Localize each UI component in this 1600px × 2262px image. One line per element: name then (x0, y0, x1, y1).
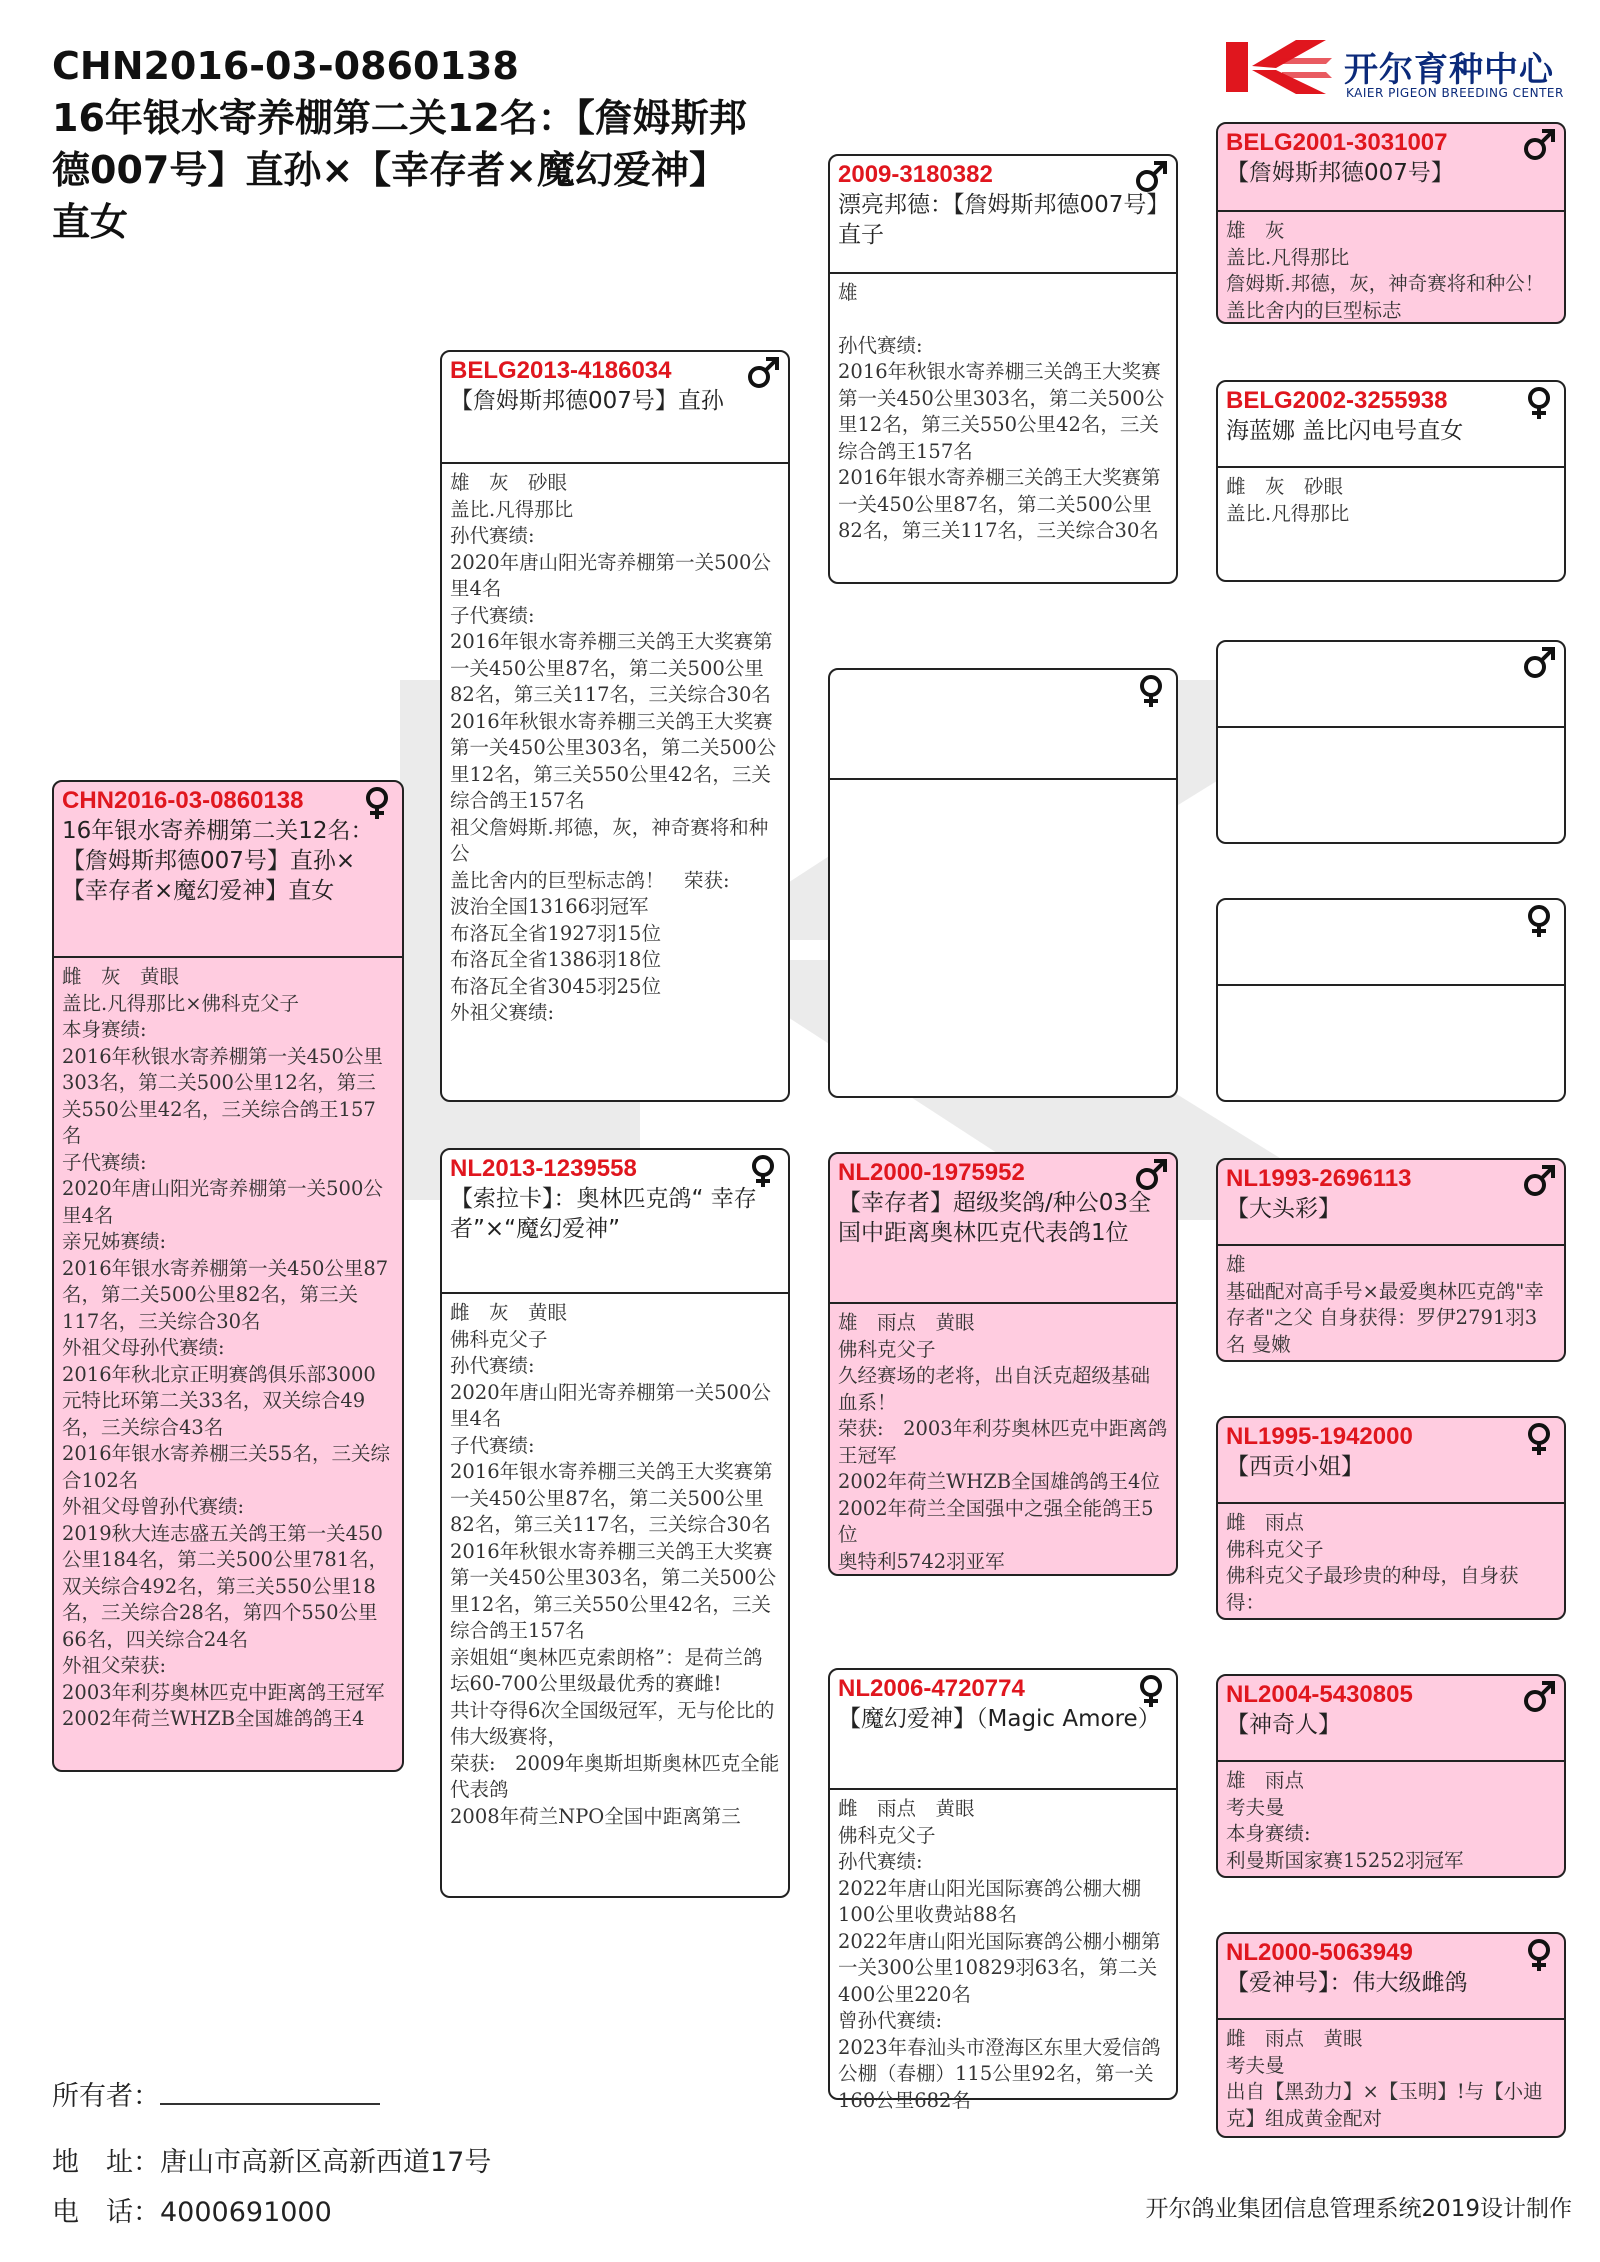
dam-card-header (442, 1150, 788, 1294)
female-icon (1522, 386, 1556, 420)
dam-card[interactable] (440, 1148, 790, 1898)
address-value: 唐山市高新区高新西道17号 (160, 2147, 492, 2178)
owner-blank-line (160, 2081, 380, 2105)
detail-line: 2022年唐山阳光国际赛鸽公棚大棚100公里收费站88名 (838, 1876, 1142, 1926)
subject-details (54, 958, 402, 1776)
dam-dam-name: 【魔幻爱神】（Magic Amore） (838, 1706, 1161, 1732)
g3-ring: NL2004-5430805 (1226, 1681, 1413, 1708)
detail-line: 2023年春汕头市澄海区东里大爱信鸽公棚（春棚）115公里92名，第一关160公里682名 (838, 2035, 1161, 2112)
detail-line: 2016年秋银水寄养棚三关鸽王大奖赛第一关450公里303名，第二关500公里12名，第三关550公里42名，三关综合鸽王157名 (450, 709, 777, 812)
subject-card-header (54, 782, 402, 958)
g3-name: 【爱神号】：伟大级雌鸽 (1226, 1970, 1468, 1996)
detail-line: 孙代赛绩: (450, 524, 535, 547)
sire-dam-card[interactable] (828, 668, 1178, 1098)
detail-line: 2002年荷兰全国强中之强全能鸽王5位 (838, 1496, 1154, 1546)
sire-card[interactable] (440, 350, 790, 1102)
subject-card[interactable] (52, 780, 404, 1772)
detail-line: 2016年秋银水寄养棚第一关450公里303名，第二关500公里12名，第三关550公里42名，三关综合鸽王157名 (62, 1044, 383, 1147)
g3-card-header (1218, 1160, 1564, 1246)
detail-line: 雄 雨点 (1226, 1769, 1305, 1792)
dam-dam-ring: NL2006-4720774 (838, 1675, 1025, 1702)
sire-sire-card[interactable] (828, 154, 1178, 584)
detail-line: 子代赛绩: (450, 603, 535, 627)
dam-sire-card-header (830, 1154, 1176, 1304)
detail-line: 外祖父母曾孙代赛绩: (62, 1495, 245, 1518)
detail-line: 外祖父荣获: (62, 1654, 167, 1677)
male-icon (1522, 128, 1556, 162)
detail-line: 雄 (838, 281, 858, 304)
detail-line: 2016年银水寄养棚三关鸽王大奖赛第一关450公里87名，第二关500公里82名，第三关117名，三关综合30名 (838, 466, 1161, 542)
detail-line: 2020年唐山阳光寄养棚第一关500公里4名 (62, 1177, 383, 1227)
pedigree-title (52, 40, 752, 248)
g3-card-header (1218, 124, 1564, 212)
male-icon (1522, 1164, 1556, 1198)
detail-line: 2016年秋北京正明赛鸽俱乐部3000元特比环第二关33名，双关综合49名，三关综合43名 (62, 1362, 376, 1439)
detail-line: 布洛瓦全省1927羽15位 (450, 921, 661, 945)
detail-line: 雌 雨点 (1226, 1511, 1305, 1534)
detail-line: 詹姆斯.邦德，灰，神奇赛将和种公！盖比舍内的巨型标志 (1226, 272, 1545, 322)
detail-line: 2016年银水寄养棚三关55名，三关综合102名 (62, 1442, 390, 1492)
g3-ring: NL2000-5063949 (1226, 1939, 1413, 1966)
female-icon (746, 1154, 780, 1188)
female-icon (1522, 1422, 1556, 1456)
detail-line: 外祖父母孙代赛绩: (62, 1336, 225, 1359)
g3-details (1218, 2020, 1564, 2140)
g3-details (1218, 1246, 1564, 1364)
dam-sire-ring: NL2000-1975952 (838, 1159, 1025, 1186)
sire-name: 【詹姆斯邦德007号】直孙 (450, 388, 724, 414)
sire-sire-details (830, 274, 1176, 584)
detail-line: 祖父詹姆斯.邦德，灰，神奇赛将和种公 (450, 815, 769, 865)
system-credit: 开尔鸽业集团信息管理系统2019设计制作 (1145, 2196, 1572, 2222)
g3-details (1218, 1762, 1564, 1880)
detail-line: 布洛瓦全省1386羽18位 (450, 948, 661, 971)
sire-sire-card-header (830, 156, 1176, 274)
subject-name: 16年银水寄养棚第二关12名：【詹姆斯邦德007号】直孙×【幸存者×魔幻爱神】直女 (62, 818, 374, 904)
detail-line: 亲姐姐“奥林匹克索朗格”：是荷兰鸽坛60-700公里级最优秀的赛雌! (450, 1645, 763, 1695)
detail-line: 孙代赛绩: (450, 1354, 535, 1377)
sire-details (442, 464, 788, 1104)
female-icon (1522, 904, 1556, 938)
detail-line: 2016年秋银水寄养棚三关鸽王大奖赛第一关450公里303名，第二关500公里12名，第三关550公里42名，三关综合鸽王157名 (838, 360, 1165, 463)
detail-line: 2019秋大连志盛五关鸽王第一关450公里184名，第二关500公里781名，双关综合492名，第三关550公里18名，三关综合28名，第四个550公里66名，四关综合24名 (62, 1521, 389, 1651)
female-icon (360, 786, 394, 820)
detail-line: 考夫曼 (1226, 2053, 1285, 2077)
dam-dam-details (830, 1790, 1176, 2112)
detail-line: 2016年银水寄养棚三关鸽王大奖赛第一关450公里87名，第二关500公里82名，第三关117名，三关综合30名 (450, 630, 773, 706)
g3-name: 【西贡小姐】 (1226, 1454, 1364, 1480)
g3-card-4[interactable] (1216, 898, 1566, 1102)
g3-ring: BELG2001-3031007 (1226, 129, 1448, 156)
detail-line: 利曼斯国家赛15252羽冠军 (1226, 1848, 1464, 1872)
detail-line: 出自【黑劲力】×【玉明】!与【小迪克】组成黄金配对 (1226, 2080, 1543, 2130)
detail-line: 共计夺得6次全国级冠军，无与伦比的伟大级赛将， (450, 1698, 775, 1748)
sire-ring: BELG2013-4186034 (450, 357, 672, 384)
subject-ring: CHN2016-03-0860138 (62, 787, 304, 814)
detail-line: 盖比.凡得那比 (1226, 245, 1350, 269)
g3-name: 【神奇人】 (1226, 1712, 1341, 1738)
g3-details (1218, 986, 1564, 998)
g3-card-header (1218, 382, 1564, 468)
dam-name: 【索拉卡】：奥林匹克鸽“ 幸存者”×“魔幻爱神” (450, 1186, 757, 1242)
title-ring-number: CHN2016-03-0860138 (52, 44, 519, 88)
dam-sire-name: 【幸存者】超级奖鸽/种公03全国中距离奥林匹克代表鸽1位 (838, 1190, 1152, 1246)
g3-ring: NL1995-1942000 (1226, 1423, 1413, 1450)
phone-label: 电 话： (52, 2197, 160, 2228)
g3-details (1218, 468, 1564, 584)
owner-row (52, 2074, 380, 2113)
address-row (52, 2140, 491, 2179)
logo-en-text: KAIER PIGEON BREEDING CENTER (1346, 86, 1564, 100)
female-icon (1134, 1674, 1168, 1708)
g3-card-8[interactable] (1216, 1932, 1566, 2138)
detail-line: 雌 灰 砂眼 (1226, 475, 1344, 498)
detail-line: 佛科克父子 (838, 1337, 936, 1361)
detail-line: 荣获: 2009年奥斯坦斯奥林匹克全能代表鸽 (450, 1751, 780, 1801)
detail-line: 子代赛绩: (62, 1150, 147, 1174)
g3-details (1218, 212, 1564, 328)
detail-line: 雄 (1226, 1253, 1246, 1276)
sire-sire-ring: 2009-3180382 (838, 161, 993, 188)
detail-line: 雄 灰 (1226, 219, 1285, 242)
sire-dam-details (830, 780, 1176, 792)
kaier-logo-mark-icon (1226, 36, 1336, 98)
sire-dam-card-header (830, 670, 1176, 780)
detail-line: 雌 灰 黄眼 (62, 965, 180, 988)
detail-line: 2003年利芬奥林匹克中距离鸽王冠军 (62, 1680, 385, 1704)
g3-name: 【大头彩】 (1226, 1196, 1341, 1222)
detail-line: 本身赛绩: (1226, 1822, 1311, 1845)
detail-line: 佛科克父子 (1226, 1537, 1324, 1561)
female-icon (1522, 1938, 1556, 1972)
g3-details (1218, 728, 1564, 740)
detail-line: 子代赛绩: (450, 1433, 535, 1457)
g3-ring: BELG2002-3255938 (1226, 387, 1448, 414)
detail-line: 盖比.凡得那比×佛科克父子 (62, 991, 300, 1015)
detail-line: 盖比舍内的巨型标志鸽！ 荣获: (450, 868, 730, 892)
g3-card-1[interactable] (1216, 122, 1566, 324)
detail-line: 2020年唐山阳光寄养棚第一关500公里4名 (450, 1380, 771, 1430)
detail-line: 雄 灰 砂眼 (450, 471, 568, 494)
g3-card-header (1218, 1418, 1564, 1504)
detail-line (838, 307, 1168, 333)
male-icon (1522, 646, 1556, 680)
detail-line: 2008年荷兰NPO全国中距离第三 (450, 1804, 741, 1828)
detail-line: 佛科克父子 (838, 1823, 936, 1847)
g3-name: 海蓝娜 盖比闪电号直女 (1226, 418, 1464, 444)
logo-cn-text: 开尔育种中心 (1344, 50, 1554, 90)
detail-line: 雌 雨点 黄眼 (838, 1797, 975, 1820)
phone-row (52, 2190, 332, 2229)
sire-card-header (442, 352, 788, 464)
detail-line: 佛科克父子最珍贵的种母，自身获得： (1226, 1564, 1519, 1614)
detail-line: 曾孙代赛绩: (838, 2009, 943, 2032)
dam-sire-card[interactable] (828, 1152, 1178, 1576)
detail-line: 奥特利5742羽亚军 (838, 1549, 1005, 1573)
g3-card-header (1218, 1676, 1564, 1762)
kaier-logo (1226, 36, 1576, 102)
dam-sire-details (830, 1304, 1176, 1574)
address-label: 地 址： (52, 2147, 160, 2178)
g3-card-3[interactable] (1216, 640, 1566, 844)
detail-line: 2016年银水寄养棚三关鸽王大奖赛第一关450公里87名，第二关500公里82名，第三关117名，三关综合30名 (450, 1460, 773, 1536)
detail-line: 久经赛场的老将，出自沃克超级基础血系！ (838, 1364, 1151, 1414)
detail-line: 2002年荷兰WHZB全国雄鸽鸽王4 (62, 1707, 365, 1730)
title-description: 16年银水寄养棚第二关12名：【詹姆斯邦德007号】直孙×【幸存者×魔幻爱神】直女 (52, 96, 747, 244)
detail-line: 雌 雨点 黄眼 (1226, 2027, 1363, 2050)
g3-card-header (1218, 900, 1564, 986)
detail-line: 雌 灰 黄眼 (450, 1301, 568, 1324)
detail-line: 本身赛绩: (62, 1018, 147, 1041)
detail-line: 2016年银水寄养棚第一关450公里87名，第二关500公里82名，第三关117名，三关综合30名 (62, 1256, 389, 1333)
detail-line: 外祖父赛绩: (450, 1001, 555, 1024)
male-icon (1522, 1680, 1556, 1714)
g3-card-5[interactable] (1216, 1158, 1566, 1362)
g3-card-7[interactable] (1216, 1674, 1566, 1878)
detail-line: 佛科克父子 (450, 1327, 548, 1351)
detail-line: 盖比.凡得那比 (450, 497, 574, 521)
detail-line: 波治全国13166羽冠军 (450, 895, 649, 918)
detail-line: 布洛瓦全省3045羽25位 (450, 974, 661, 998)
detail-line: 亲兄姊赛绩: (62, 1230, 167, 1253)
detail-line: 2016年秋银水寄养棚三关鸽王大奖赛第一关450公里303名，第二关500公里12名，第三关550公里42名，三关综合鸽王157名 (450, 1539, 777, 1642)
g3-card-2[interactable] (1216, 380, 1566, 582)
detail-line: 基础配对高手号×最爱奥林匹克鸽"幸存者"之父 自身获得：罗伊2791羽3名 曼嫩 (1226, 1279, 1544, 1356)
g3-card-header (1218, 642, 1564, 728)
detail-line: 2002年荷兰WHZB全国雄鸽鸽王4位 (838, 1470, 1160, 1493)
g3-card-header (1218, 1934, 1564, 2020)
detail-line: 考夫曼 (1226, 1795, 1285, 1819)
phone-value: 4000691000 (160, 2197, 332, 2228)
detail-line: 雄 雨点 黄眼 (838, 1311, 975, 1334)
detail-line: 荣获: 2003年利芬奥林匹克中距离鸽王冠军 (838, 1417, 1168, 1467)
g3-details (1218, 1504, 1564, 1622)
detail-line: 2022年唐山阳光国际赛鸽公棚小棚第一关300公里10829羽63名，第二关400公里220名 (838, 1929, 1161, 2006)
dam-ring: NL2013-1239558 (450, 1155, 637, 1182)
g3-card-6[interactable] (1216, 1416, 1566, 1620)
dam-dam-card[interactable] (828, 1668, 1178, 2112)
male-icon (1134, 160, 1168, 194)
dam-details (442, 1294, 788, 1900)
female-icon (1134, 674, 1168, 708)
detail-line: 盖比.凡得那比 (1226, 501, 1350, 525)
detail-line: 2020年唐山阳光寄养棚第一关500公里4名 (450, 550, 771, 600)
dam-dam-card-header (830, 1670, 1176, 1790)
g3-ring: NL1993-2696113 (1226, 1165, 1412, 1192)
g3-name: 【詹姆斯邦德007号】 (1226, 160, 1454, 186)
owner-label: 所有者： (52, 2081, 160, 2112)
sire-sire-name: 漂亮邦德：【詹姆斯邦德007号】直子 (838, 192, 1158, 248)
detail-line: 孙代赛绩: (838, 333, 923, 357)
male-icon (746, 356, 780, 390)
detail-line: 孙代赛绩: (838, 1850, 923, 1873)
male-icon (1134, 1158, 1168, 1192)
